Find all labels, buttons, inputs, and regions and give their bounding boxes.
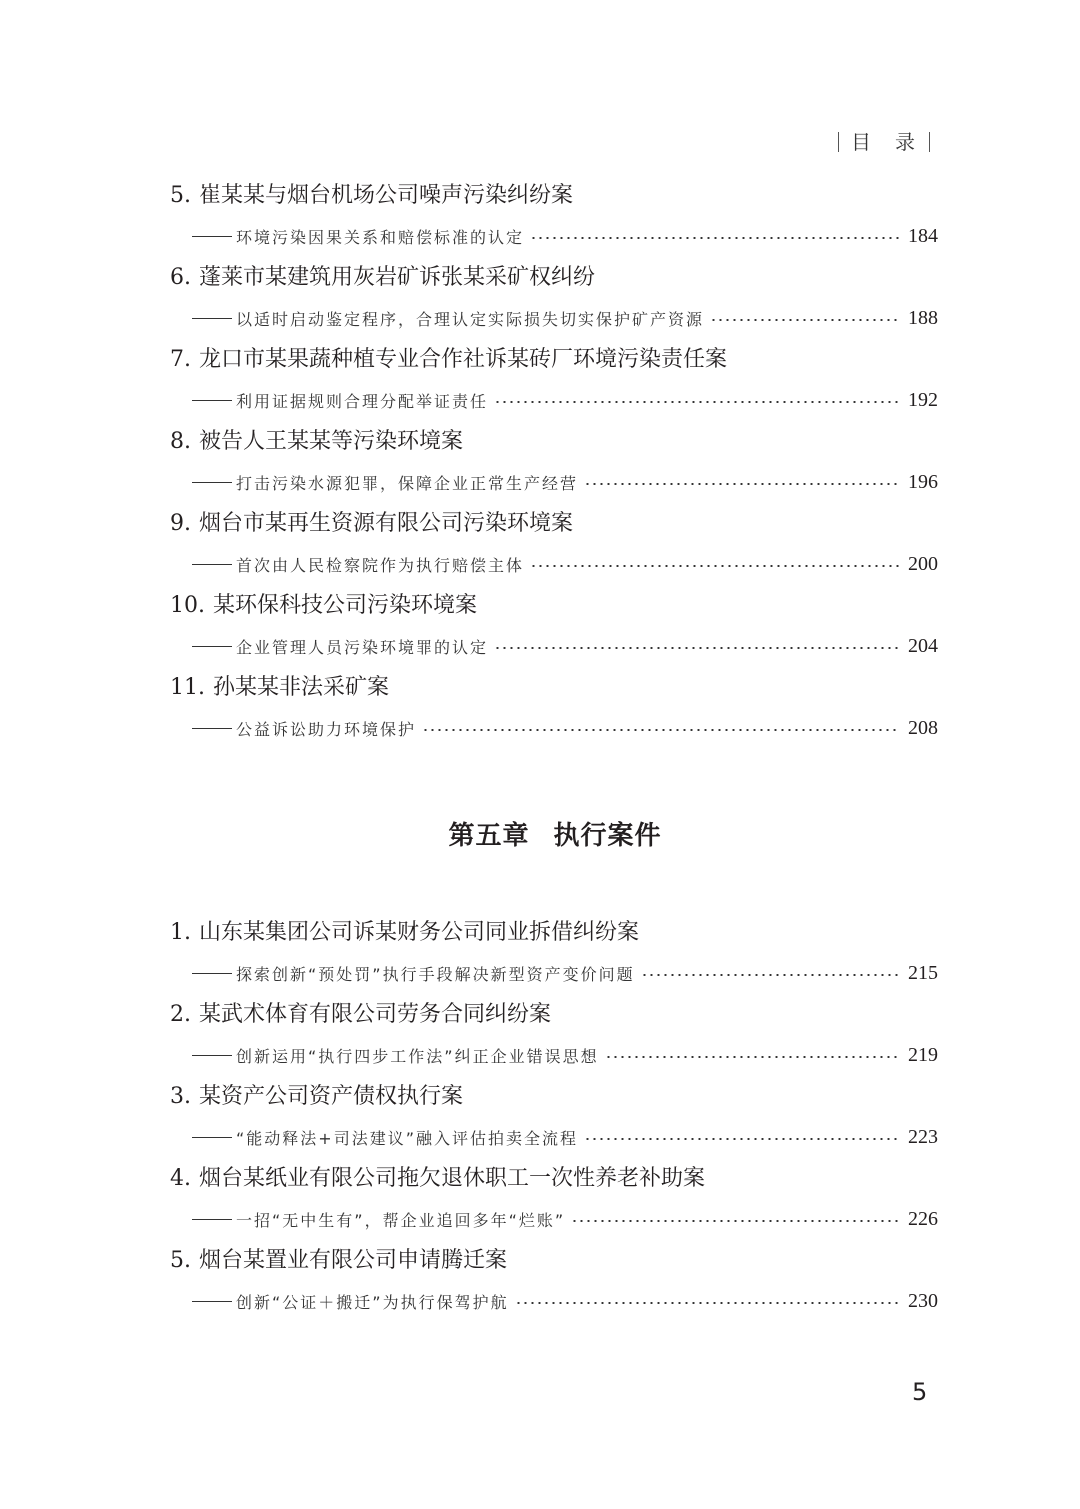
- leader-dots: [422, 729, 900, 731]
- chapter-label: 第五章: [448, 821, 530, 851]
- toc-entry[interactable]: [170, 427, 938, 509]
- entry-subtitle-line: [192, 960, 938, 986]
- entry-page-number: 200: [908, 552, 938, 575]
- page-number: 5: [912, 1378, 928, 1406]
- chapter-heading: [0, 815, 1080, 852]
- toc-entry[interactable]: [170, 918, 938, 1000]
- entry-subtitle: 公益诉讼助力环境保护: [236, 719, 417, 739]
- leader-dots: [494, 647, 900, 649]
- leader-dots: [571, 1220, 900, 1222]
- entry-subtitle-line: [192, 1042, 938, 1068]
- entry-subtitle-line: [192, 1288, 938, 1314]
- entry-subtitle-line: [192, 1206, 938, 1232]
- entry-title: 5. 烟台某置业有限公司申请腾迁案: [170, 1248, 508, 1273]
- entry-page-number: 184: [908, 224, 938, 247]
- leader-dots: [530, 565, 900, 567]
- toc-entry[interactable]: [170, 1246, 938, 1328]
- header-char-left: 目: [851, 130, 873, 154]
- leader-dots: [584, 483, 900, 485]
- entry-title: 9. 烟台市某再生资源有限公司污染环境案: [170, 511, 574, 536]
- entry-page-number: 215: [908, 961, 938, 984]
- leader-dots: [515, 1302, 900, 1304]
- entry-title: 4. 烟台某纸业有限公司拖欠退休职工一次性养老补助案: [170, 1166, 706, 1191]
- entry-page-number: 226: [908, 1207, 938, 1230]
- toc-entry[interactable]: [170, 1000, 938, 1082]
- leader-dots: [494, 401, 900, 403]
- entry-page-number: 204: [908, 634, 938, 657]
- entry-title: 3. 某资产公司资产债权执行案: [170, 1084, 464, 1109]
- leader-dots: [710, 319, 900, 321]
- entry-subtitle: 利用证据规则合理分配举证责任: [236, 391, 489, 411]
- entry-subtitle: 企业管理人员污染环境罪的认定: [236, 637, 489, 657]
- entry-subtitle: 探索创新“预处罚”执行手段解决新型资产变价问题: [236, 964, 635, 984]
- header-left-rule: [838, 132, 839, 152]
- entry-subtitle-line: [192, 1124, 938, 1150]
- entry-subtitle-line: [192, 305, 938, 331]
- entry-subtitle-line: [192, 387, 938, 413]
- entry-title: 6. 蓬莱市某建筑用灰岩矿诉张某采矿权纠纷: [170, 265, 596, 290]
- entry-subtitle-line: [192, 633, 938, 659]
- entry-subtitle: 首次由人民检察院作为执行赔偿主体: [236, 555, 525, 575]
- entry-title: 8. 被告人王某某等污染环境案: [170, 429, 464, 454]
- entry-subtitle-line: [192, 715, 938, 741]
- toc-entry[interactable]: [170, 345, 938, 427]
- toc-entry[interactable]: [170, 1082, 938, 1164]
- entry-title: 2. 某武术体育有限公司劳务合同纠纷案: [170, 1002, 552, 1027]
- entry-subtitle: 环境污染因果关系和赔偿标准的认定: [236, 227, 525, 247]
- entry-page-number: 196: [908, 470, 938, 493]
- entry-page-number: 208: [908, 716, 938, 739]
- entry-page-number: 223: [908, 1125, 938, 1148]
- entry-subtitle: 打击污染水源犯罪，保障企业正常生产经营: [236, 473, 579, 493]
- entry-page-number: 192: [908, 388, 938, 411]
- entry-title: 5. 崔某某与烟台机场公司噪声污染纠纷案: [170, 183, 574, 208]
- entry-subtitle: 创新“公证＋搬迁”为执行保驾护航: [236, 1292, 509, 1312]
- entry-page-number: 230: [908, 1289, 938, 1312]
- entry-page-number: 188: [908, 306, 938, 329]
- toc-entry[interactable]: [170, 181, 938, 263]
- entry-subtitle-line: [192, 223, 938, 249]
- entry-page-number: 219: [908, 1043, 938, 1066]
- header-right-rule: [929, 132, 930, 152]
- entry-title: 7. 龙口市某果蔬种植专业合作社诉某砖厂环境污染责任案: [170, 347, 728, 372]
- header-char-right: 录: [895, 130, 917, 154]
- toc-entry[interactable]: [170, 509, 938, 591]
- toc-entry[interactable]: [170, 263, 938, 345]
- toc-entry[interactable]: [170, 673, 938, 755]
- entry-subtitle-line: [192, 469, 938, 495]
- entry-subtitle: 创新运用“执行四步工作法”纠正企业错误思想: [236, 1046, 599, 1066]
- leader-dots: [641, 974, 900, 976]
- entry-title: 1. 山东某集团公司诉某财务公司同业拆借纠纷案: [170, 920, 640, 945]
- entry-title: 10. 某环保科技公司污染环境案: [170, 593, 478, 618]
- toc-entry[interactable]: [170, 1164, 938, 1246]
- leader-dots: [605, 1056, 900, 1058]
- entry-title: 11. 孙某某非法采矿案: [170, 675, 390, 700]
- toc-section-b: [170, 918, 938, 1328]
- leader-dots: [584, 1138, 900, 1140]
- entry-subtitle: “能动释法+司法建议”融入评估拍卖全流程: [236, 1128, 578, 1148]
- chapter-title: 执行案件: [553, 821, 662, 851]
- leader-dots: [530, 237, 900, 239]
- entry-subtitle: 一招“无中生有”，帮企业追回多年“烂账”: [236, 1210, 566, 1230]
- toc-entry[interactable]: [170, 591, 938, 673]
- entry-subtitle-line: [192, 551, 938, 577]
- entry-subtitle: 以适时启动鉴定程序，合理认定实际损失切实保护矿产资源: [236, 309, 705, 329]
- toc-section-a: [170, 181, 938, 755]
- running-header: [826, 126, 942, 155]
